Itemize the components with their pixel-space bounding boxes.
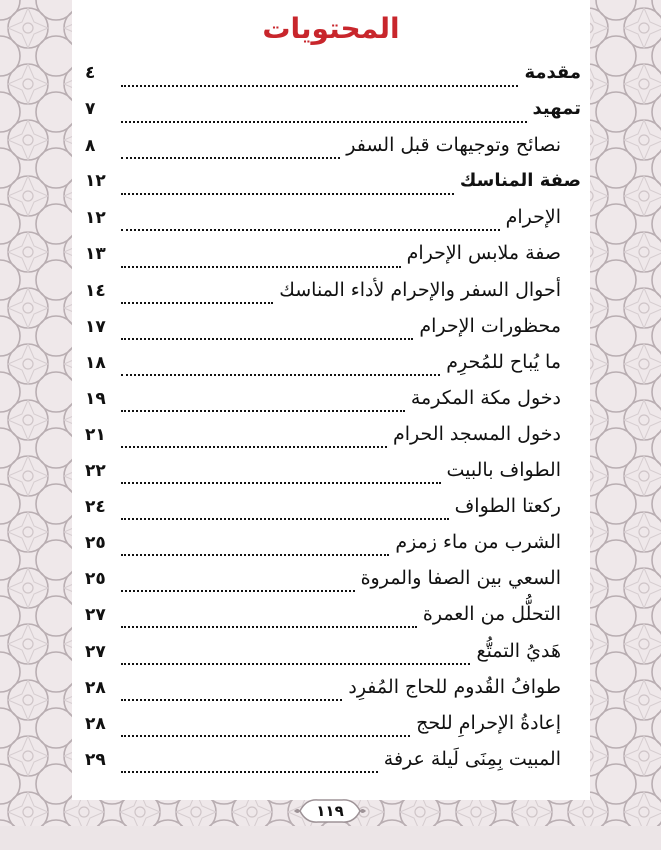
toc-entry-title: إعادةُ الإحرامِ للحج xyxy=(416,711,561,734)
table-of-contents xyxy=(85,62,581,784)
toc-entry[interactable] xyxy=(85,423,581,459)
toc-entry[interactable] xyxy=(85,676,581,712)
toc-entry[interactable] xyxy=(85,62,581,98)
toc-entry[interactable] xyxy=(85,387,581,423)
toc-entry[interactable] xyxy=(85,242,581,278)
dot-leader xyxy=(121,374,440,376)
toc-entry-page-number: ٢٩ xyxy=(85,749,106,770)
toc-entry-title: دخول المسجد الحرام xyxy=(392,422,561,445)
dot-leader xyxy=(121,663,470,665)
dot-leader xyxy=(121,410,405,412)
toc-entry-page-number: ٢٧ xyxy=(85,605,106,626)
dot-leader xyxy=(121,266,401,268)
toc-entry[interactable] xyxy=(85,206,581,242)
dot-leader xyxy=(121,626,417,628)
toc-entry-page-number: ١٢ xyxy=(85,171,106,192)
toc-entry-page-number: ٢٤ xyxy=(85,497,106,518)
dot-leader xyxy=(121,85,518,87)
toc-entry-page-number: ٨ xyxy=(85,136,96,157)
toc-entry-title: ركعتا الطواف xyxy=(454,495,561,518)
toc-entry-page-number: ١٧ xyxy=(85,316,106,337)
toc-entry[interactable] xyxy=(85,567,581,603)
page-title: المحتويات xyxy=(262,12,400,45)
toc-entry-page-number: ١٨ xyxy=(85,352,106,373)
toc-entry-title: نصائح وتوجيهات قبل السفر xyxy=(346,134,561,157)
toc-entry[interactable] xyxy=(85,531,581,567)
toc-entry[interactable] xyxy=(85,459,581,495)
toc-entry-title: دخول مكة المكرمة xyxy=(410,386,561,409)
toc-entry[interactable] xyxy=(85,170,581,206)
dot-leader xyxy=(121,338,413,340)
toc-entry-title: الشرب من ماء زمزم xyxy=(395,531,561,554)
dot-leader xyxy=(121,229,500,231)
toc-entry-page-number: ١٤ xyxy=(85,280,106,301)
dot-leader xyxy=(121,121,527,123)
dot-leader xyxy=(121,518,449,520)
toc-entry-title: تمهيد xyxy=(532,98,581,120)
toc-entry-page-number: ١٣ xyxy=(85,244,106,265)
toc-entry-title: هَديُ التمتُّع xyxy=(476,639,561,662)
toc-entry-page-number: ٢٢ xyxy=(85,461,106,482)
toc-entry-page-number: ٤ xyxy=(85,63,96,83)
page-number-badge xyxy=(292,796,368,826)
toc-entry-title: الإحرام xyxy=(505,206,561,229)
toc-entry-page-number: ٧ xyxy=(85,99,96,120)
dot-leader xyxy=(121,590,355,592)
toc-entry-title: الطواف بالبيت xyxy=(446,459,561,482)
toc-entry-page-number: ١٩ xyxy=(85,388,106,409)
toc-entry-title: المبيت بِمِنَى لَيلة عرفة xyxy=(383,747,561,770)
toc-entry-title: محظورات الإحرام xyxy=(419,314,561,337)
page-number: ١١٩ xyxy=(316,802,344,820)
toc-entry-page-number: ٢٨ xyxy=(85,713,106,734)
toc-entry[interactable] xyxy=(85,279,581,315)
toc-entry[interactable] xyxy=(85,495,581,531)
dot-leader xyxy=(121,157,340,159)
dot-leader xyxy=(121,482,441,484)
toc-entry-page-number: ١٢ xyxy=(85,208,106,229)
toc-entry[interactable] xyxy=(85,134,581,170)
toc-entry[interactable] xyxy=(85,351,581,387)
toc-entry[interactable] xyxy=(85,315,581,351)
toc-entry-title: السعي بين الصفا والمروة xyxy=(360,567,561,590)
toc-entry-title: طوافُ القُدوم للحاج المُفرِد xyxy=(348,675,561,698)
toc-entry-title: صفة ملابس الإحرام xyxy=(406,242,561,265)
toc-entry-page-number: ٢٨ xyxy=(85,677,106,698)
toc-entry-title: ما يُباح للمُحرِم xyxy=(446,350,561,373)
toc-entry-title: مقدمة xyxy=(524,62,581,83)
dot-leader xyxy=(121,771,378,773)
dot-leader xyxy=(121,735,410,737)
dot-leader xyxy=(121,193,454,195)
bottom-border-strip xyxy=(0,826,661,850)
dot-leader xyxy=(121,699,342,701)
toc-entry-page-number: ٢٥ xyxy=(85,569,106,590)
toc-entry-title: صفة المناسك xyxy=(459,170,581,192)
toc-entry[interactable] xyxy=(85,712,581,748)
toc-entry-page-number: ٢٧ xyxy=(85,641,106,662)
dot-leader xyxy=(121,446,387,448)
dot-leader xyxy=(121,554,389,556)
toc-entry[interactable] xyxy=(85,640,581,676)
toc-entry-title: التحلُّل من العمرة xyxy=(422,603,561,626)
toc-entry-page-number: ٢١ xyxy=(85,424,106,445)
toc-entry[interactable] xyxy=(85,603,581,639)
toc-entry[interactable] xyxy=(85,98,581,134)
toc-entry[interactable] xyxy=(85,748,581,784)
dot-leader xyxy=(121,302,273,304)
toc-entry-title: أحوال السفر والإحرام لأداء المناسك xyxy=(279,278,561,301)
toc-entry-page-number: ٢٥ xyxy=(85,533,106,554)
